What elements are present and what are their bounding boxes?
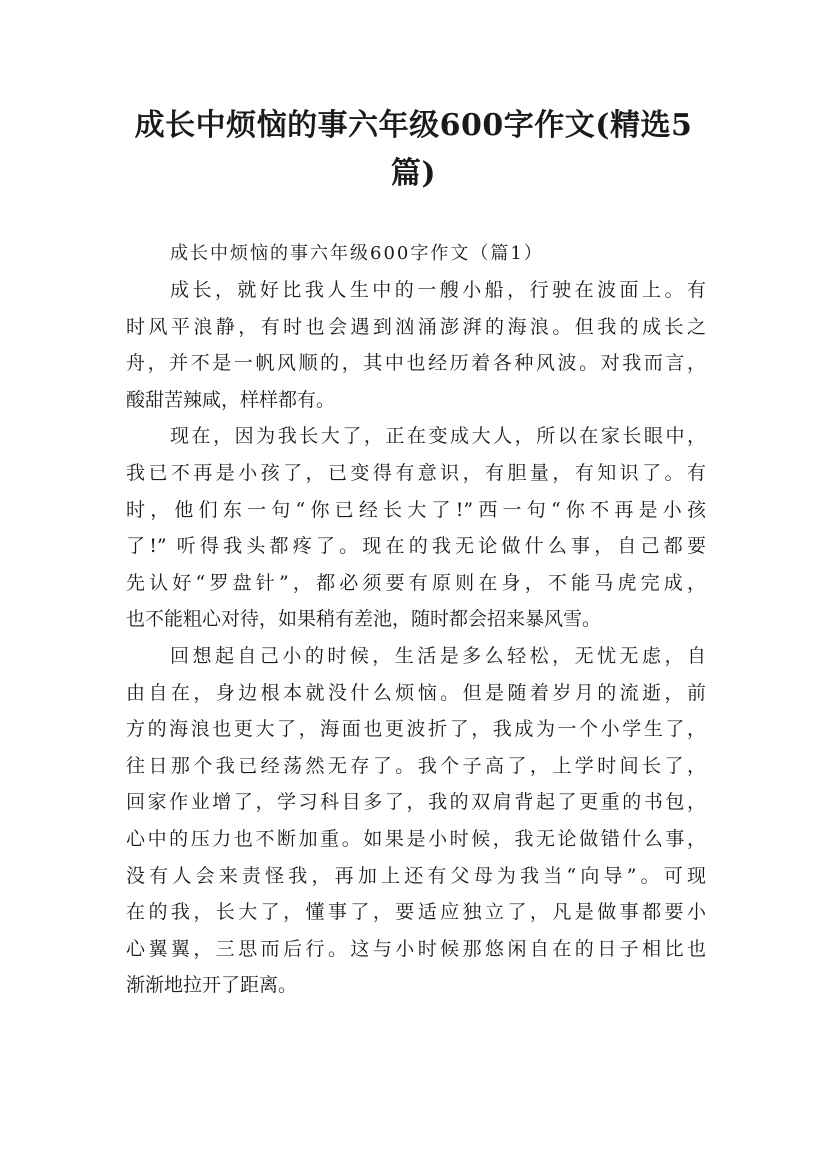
text-line: 舟，并不是一帆风顺的，其中也经历着各种风波。对我而言， (126, 352, 706, 375)
text-line: 没有人会来责怪我，再加上还有父母为我当“向导”。可现 (126, 864, 706, 887)
document-title (100, 102, 727, 198)
text-line: 成长，就好比我人生中的一艘小船，行驶在波面上。有 (170, 279, 706, 301)
section-heading: 成长中烦恼的事六年级600字作文（篇1） (170, 243, 544, 264)
text-line: 时风平浪静，有时也会遇到汹涌澎湃的海浪。但我的成长之 (126, 315, 706, 338)
text-line: 了!” 听得我头都疼了。现在的我无论做什么事，自己都要 (126, 535, 706, 558)
text-line: 现在，因为我长大了，正在变成大人，所以在家长眼中， (170, 425, 706, 448)
document-body (126, 236, 706, 1004)
text-line: 我已不再是小孩了，已变得有意识，有胆量，有知识了。有 (126, 461, 706, 484)
text-line: 回想起自己小的时候，生活是多么轻松，无忧无虑，自 (170, 644, 706, 667)
text-line: 也不能粗心对待，如果稍有差池，随时都会招来暴风雪。 (126, 608, 602, 631)
text-line: 回家作业增了，学习科目多了，我的双肩背起了更重的书包， (126, 791, 706, 814)
text-line: 在的我，长大了，懂事了，要适应独立了，凡是做事都要小 (126, 901, 706, 924)
text-line: 由自在，身边根本就没什么烦恼。但是随着岁月的流逝，前 (126, 681, 706, 704)
text-line: 渐渐地拉开了距离。 (126, 974, 298, 997)
paragraph-1 (126, 272, 706, 418)
text-line: 酸甜苦辣咸，样样都有。 (126, 388, 336, 411)
text-line: 先认好“罗盘针”，都必须要有原则在身，不能马虎完成， (126, 571, 706, 594)
text-line: 时，他们东一句“你已经长大了!”西一句“你不再是小孩 (126, 498, 706, 521)
text-line: 往日那个我已经荡然无存了。我个子高了，上学时间长了， (126, 754, 706, 777)
text-line: 方的海浪也更大了，海面也更波折了，我成为一个小学生了， (126, 718, 706, 741)
text-line: 心中的压力也不断加重。如果是小时候，我无论做错什么事， (126, 827, 706, 850)
paragraph-3 (126, 638, 706, 1004)
title-line: 篇) (390, 156, 437, 191)
text-line: 心翼翼，三思而后行。这与小时候那悠闲自在的日子相比也 (126, 937, 706, 960)
title-line: 成长中烦恼的事六年级600字作文(精选5 (134, 108, 693, 143)
paragraph-2 (126, 418, 706, 638)
